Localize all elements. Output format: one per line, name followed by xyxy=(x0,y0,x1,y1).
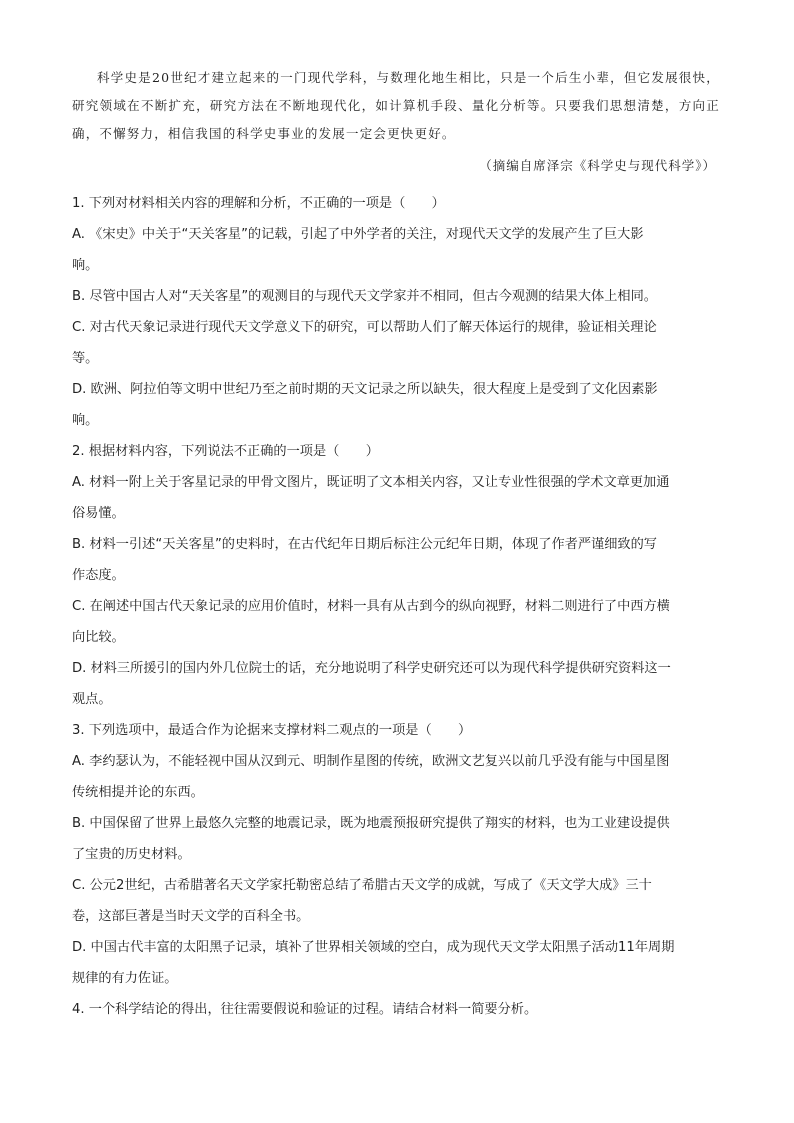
option-a xyxy=(72,746,722,808)
option-line: 俗易懂。 xyxy=(72,506,125,521)
option-line: 观点。 xyxy=(72,692,112,707)
option-c xyxy=(72,870,722,932)
option-line: C. 公元2世纪，古希腊著名天文学家托勒密总结了希腊古天文学的成就，写成了《天文学大成》三十 xyxy=(72,878,652,893)
option-line: D. 欧洲、阿拉伯等文明中世纪乃至之前时期的天文记录之所以缺失，很大程度上是受到了文化因素影 xyxy=(72,382,658,397)
question-stem: 3. 下列选项中，最适合作为论据来支撑材料二观点的一项是（ ） xyxy=(72,723,472,738)
question-1 xyxy=(72,188,722,436)
option-d xyxy=(72,374,722,436)
source-citation: （摘编自席泽宗《科学史与现代科学》） xyxy=(479,158,716,173)
option-line: 等。 xyxy=(72,351,99,366)
option-d xyxy=(72,653,722,715)
question-4 xyxy=(72,994,722,1025)
option-c xyxy=(72,312,722,374)
option-b xyxy=(72,808,722,870)
option-line: A. 《宋史》中关于“天关客星”的记载，引起了中外学者的关注，对现代天文学的发展产生了巨大影 xyxy=(72,227,644,242)
question-stem: 2. 根据材料内容，下列说法不正确的一项是（ ） xyxy=(72,444,379,459)
option-line: B. 中国保留了世界上最悠久完整的地震记录，既为地震预报研究提供了翔实的材料，也为工业建设提供 xyxy=(72,816,670,831)
option-line: 了宝贵的历史材料。 xyxy=(72,847,191,862)
option-line: B. 材料一引述“天关客星”的史料时，在古代纪年日期后标注公元纪年日期，体现了作者严谨细致的写 xyxy=(72,537,657,552)
option-a xyxy=(72,467,722,529)
option-d xyxy=(72,932,722,994)
option-line: 传统相提并论的东西。 xyxy=(72,785,204,800)
question-2 xyxy=(72,436,722,715)
option-line: B. 尽管中国古人对“天关客星”的观测目的与现代天文学家并不相同，但古今观测的结果大体上相同。 xyxy=(72,289,657,304)
option-c xyxy=(72,591,722,653)
option-line: 向比较。 xyxy=(72,630,125,645)
intro-paragraph: 科学史是20世纪才建立起来的一门现代学科，与数理化地生相比，只是一个后生小辈，但它发展很快，研究领域在不断扩充，研究方法在不断地现代化，如计算机手段、量化分析等。只要我们思想清楚，方向正确，不懈努力，相信我国的科学史事业的发展一定会更快更好。 xyxy=(72,70,720,141)
option-line: 作态度。 xyxy=(72,568,125,583)
question-stem: 4. 一个科学结论的得出，往往需要假说和验证的过程。请结合材料一简要分析。 xyxy=(72,1002,538,1017)
option-line: 响。 xyxy=(72,258,99,273)
option-line: C. 对古代天象记录进行现代天文学意义下的研究，可以帮助人们了解天体运行的规律，验证相关理论 xyxy=(72,320,657,335)
option-line: 规律的有力佐证。 xyxy=(72,971,178,986)
option-line: A. 李约瑟认为，不能轻视中国从汉到元、明制作星图的传统，欧洲文艺复兴以前几乎没有能与中国星图 xyxy=(72,754,670,769)
option-line: D. 材料三所援引的国内外几位院士的话，充分地说明了科学史研究还可以为现代科学提供研究资料这一 xyxy=(72,661,671,676)
question-stem: 1. 下列对材料相关内容的理解和分析，不正确的一项是（ ） xyxy=(72,196,445,211)
option-line: D. 中国古代丰富的太阳黑子记录，填补了世界相关领域的空白，成为现代天文学太阳黑子活动11年周期 xyxy=(72,940,675,955)
option-b xyxy=(72,529,722,591)
option-b xyxy=(72,281,722,312)
intro-passage xyxy=(72,64,720,148)
option-line: A. 材料一附上关于客星记录的甲骨文图片，既证明了文本相关内容，又让专业性很强的学术文章更加通 xyxy=(72,475,670,490)
option-a xyxy=(72,219,722,281)
question-list xyxy=(72,188,722,1025)
option-line: C. 在阐述中国古代天象记录的应用价值时，材料一具有从古到今的纵向视野，材料二则进行了中西方横 xyxy=(72,599,670,614)
option-line: 卷，这部巨著是当时天文学的百科全书。 xyxy=(72,909,310,924)
option-line: 响。 xyxy=(72,413,99,428)
question-3 xyxy=(72,715,722,994)
